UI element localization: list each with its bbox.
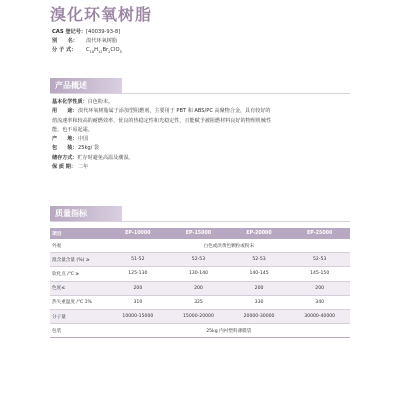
info-value: [40039-93-8] <box>86 29 121 35</box>
page-title: 溴化环氧树脂 <box>50 5 153 24</box>
table-row <box>50 324 350 338</box>
table-row <box>50 309 350 323</box>
table-row <box>50 267 350 281</box>
info-value: 溴代环氧树脂 <box>86 38 118 44</box>
table-row <box>50 281 350 295</box>
section-divider <box>50 93 350 94</box>
table-cell: 330 <box>229 295 290 309</box>
chem-property-line: 基本化学性质：白色粉末。 <box>52 99 114 105</box>
quality-spec-table <box>50 228 350 338</box>
overview-body <box>52 98 348 172</box>
column-header: EP-15000 <box>168 228 229 239</box>
info-row-cas <box>52 28 122 37</box>
table-cell: 52-53 <box>168 253 229 267</box>
molecular-formula: $C_{18}H_{12}Br_2ClO_5$ <box>86 47 122 55</box>
table-cell: 145-150 <box>289 267 350 281</box>
table-cell: 20000-30000 <box>229 309 290 323</box>
table-cell: 15000-20000 <box>168 309 229 323</box>
usage-line: 用 途：溴代环氧树脂属于添加型阻燃剂，主要用于 PBT 和 ABS/PC 高聚物合金，具有较好的 <box>52 108 271 115</box>
table-cell: 200 <box>108 281 169 295</box>
packaging-line: 包 装：25kg/ 袋 <box>52 145 100 152</box>
table-row <box>50 239 350 253</box>
basic-info <box>52 28 122 57</box>
column-header: EP-20000 <box>229 228 290 239</box>
section-header-overview: 产品概述 <box>50 78 122 93</box>
table-cell: 10000-15000 <box>108 309 169 323</box>
info-label: 分 子 式： <box>52 47 77 53</box>
column-header: 项目 <box>50 228 108 239</box>
table-row <box>50 295 350 309</box>
info-label: 别 名： <box>52 38 78 44</box>
table-header-row <box>50 228 350 239</box>
column-header: EP-25000 <box>289 228 350 239</box>
table-cell: 52-53 <box>289 253 350 267</box>
storage-line: 储存方式：贮存时避免高温及潮湿。 <box>52 154 134 161</box>
origin-line: 产 地：中国 <box>52 136 89 143</box>
column-header: EP-10000 <box>108 228 169 239</box>
table-cell: 200 <box>168 281 229 295</box>
row-label: 软化点 /℃ ≥ <box>50 267 108 281</box>
table-cell: 52-53 <box>229 253 290 267</box>
section-divider <box>50 221 350 222</box>
table-cell: 30000-40000 <box>289 309 350 323</box>
table-cell: 325 <box>168 295 229 309</box>
table-cell: 白色或淡黄色颗粒或粉末 <box>108 239 350 253</box>
table-cell: 340 <box>289 295 350 309</box>
info-row-formula <box>52 46 122 57</box>
usage-line-2: 熔流速率和较高的耐燃效率，优良的热稳定性和光稳定性，且能赋予被阻燃材料良好的物理机械性 <box>52 117 272 124</box>
table-row <box>50 253 350 267</box>
usage-line-3: 能，也不易起霜。 <box>52 126 93 133</box>
table-cell: 51-52 <box>108 253 169 267</box>
row-label: 外观 <box>50 239 108 253</box>
table-cell: 25kg 内衬塑料薄膜袋 <box>108 324 350 338</box>
row-label: 热失重温度 /℃ 1% <box>50 295 108 309</box>
table-cell: 200 <box>289 281 350 295</box>
row-label: 包装 <box>50 324 108 338</box>
table-cell: 200 <box>229 281 290 295</box>
row-label: 分子量 <box>50 309 108 323</box>
row-label: 色度≤ <box>50 281 108 295</box>
info-label: CAS 登记号： <box>52 29 87 35</box>
table-cell: 310 <box>108 295 169 309</box>
table-cell: 125-130 <box>108 267 169 281</box>
row-label: 溴含量含量 (%) ≥ <box>50 253 108 267</box>
section-header-quality: 质量指标 <box>50 206 122 221</box>
table-cell: 140-145 <box>229 267 290 281</box>
info-row-alias <box>52 37 122 46</box>
table-cell: 130-140 <box>168 267 229 281</box>
shelf-life-line: 保 质 期： 二年 <box>52 164 89 171</box>
